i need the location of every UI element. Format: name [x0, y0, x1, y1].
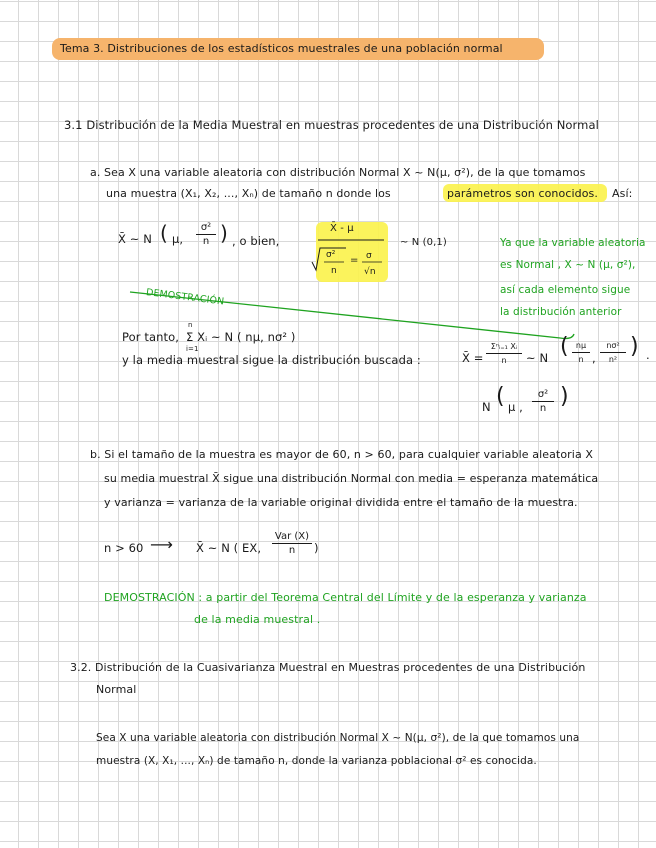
section-3-1-heading: 3.1 Distribución de la Media Muestral en muestras procedentes de una Distribución Normal	[64, 118, 599, 132]
sum-expression: Σ Xᵢ ~ N ( nμ, nσ² )	[186, 330, 296, 344]
xbar-frac-den: n	[501, 356, 507, 365]
std-den-den: n	[331, 266, 337, 276]
std-eq-den: √n	[364, 267, 376, 277]
a-line-2: una muestra (X₁, X₂, ..., Xₙ) de tamaño n donde los	[106, 187, 391, 200]
b-line-2: su media muestral X̄ sigue una distribución Normal con media = esperanza matemática	[104, 472, 599, 485]
b-formula-fraction	[272, 531, 312, 556]
a-line-2-end: Así:	[612, 187, 633, 200]
final-mu: μ ,	[508, 400, 523, 414]
p1-den: n	[578, 355, 584, 364]
xbar-paren-open: (	[560, 334, 569, 359]
xbar-frac-num: Σⁿᵢ₌₁ Xᵢ	[490, 342, 518, 351]
frac-den: n	[202, 236, 210, 247]
b-demo-line-2: de la media muestral .	[194, 613, 321, 626]
formula-xbar-n: X̄ ~ N	[118, 232, 152, 246]
xbar-paren-close: )	[630, 334, 639, 359]
xbar-dist: ~ N	[526, 351, 549, 365]
xbar-dot: .	[646, 348, 650, 362]
final-paren-open: (	[496, 384, 505, 409]
paren-open: (	[160, 221, 168, 245]
final-fraction	[532, 389, 554, 414]
por-tanto: Por tanto,	[122, 330, 179, 344]
arrow-icon: ⟶	[150, 535, 174, 554]
final-paren-close: )	[560, 384, 569, 409]
p1-num: nμ	[575, 341, 587, 350]
xbar-comma: ,	[592, 351, 596, 365]
p2-num: nσ²	[606, 341, 620, 350]
b-formula-mid: X̄ ~ N ( EX,	[196, 541, 262, 555]
y-la-media: y la media muestral sigue la distribución buscada :	[122, 353, 421, 367]
formula-mu: μ,	[172, 232, 184, 246]
p2-den: n²	[608, 355, 618, 364]
std-result: ~ N (0,1)	[400, 237, 447, 248]
green-note-3: así cada elemento sigue	[500, 284, 631, 296]
b-formula-pre: n > 60	[104, 541, 144, 555]
paren-close: )	[220, 221, 228, 245]
a-line-2-highlighted: parámetros son conocidos.	[447, 187, 598, 200]
green-note-2: es Normal , X ~ N (μ, σ²),	[500, 259, 636, 271]
b-demo-line-1: DEMOSTRACIÓN : a partir del Teorema Central del Límite y de la esperanza y varianza	[104, 591, 587, 604]
b-frac-num: Var (X)	[274, 531, 310, 542]
s2-line-2: muestra (X, X₁, ..., Xₙ) de tamaño n, donde la varianza poblacional σ² es conocida.	[96, 755, 537, 767]
section-3-2-heading-1: 3.2. Distribución de la Cuasivarianza Muestral en Muestras procedentes de una Distribución	[70, 661, 586, 674]
s2-line-1: Sea X una variable aleatoria con distribución Normal X ~ N(μ, σ²), de la que tomamos una	[96, 732, 580, 744]
std-den-num: σ²	[326, 250, 336, 260]
b-line-3: y varianza = varianza de la variable original dividida entre el tamaño de la muestra.	[104, 496, 578, 509]
xbar-param1	[572, 340, 590, 365]
formula-var-fraction	[196, 222, 216, 247]
page-title: Tema 3. Distribuciones de los estadísticos muestrales de una población normal	[60, 42, 503, 55]
final-num: σ²	[537, 389, 549, 400]
o-bien: , o bien,	[232, 234, 280, 248]
section-3-2-heading-2: Normal	[96, 683, 137, 696]
xbar-fraction	[486, 341, 522, 366]
std-equals: =	[350, 255, 359, 266]
std-numerator: X̄ - μ	[330, 223, 354, 234]
demo-label: DEMOSTRACIÓN	[145, 287, 225, 308]
sum-bottom: i=1	[186, 345, 199, 353]
b-line-1: b. Si el tamaño de la muestra es mayor de 60, n > 60, para cualquier variable aleatoria X	[90, 448, 594, 461]
final-den: n	[539, 403, 547, 414]
final-n: N	[482, 400, 491, 414]
frac-num: σ²	[200, 222, 212, 233]
a-line-1: a. Sea X una variable aleatoria con distribución Normal X ~ N(μ, σ²), de la que tomamos	[90, 166, 586, 179]
xbar-param2	[600, 340, 626, 365]
std-eq-num: σ	[366, 251, 372, 261]
green-note-4: la distribución anterior	[500, 306, 622, 318]
b-frac-den: n	[288, 545, 296, 556]
xbar-eq: X̄ =	[462, 351, 484, 365]
green-note-1: Ya que la variable aleatoria	[500, 237, 646, 249]
sum-top: n	[188, 321, 193, 329]
b-formula-close: )	[314, 541, 319, 555]
